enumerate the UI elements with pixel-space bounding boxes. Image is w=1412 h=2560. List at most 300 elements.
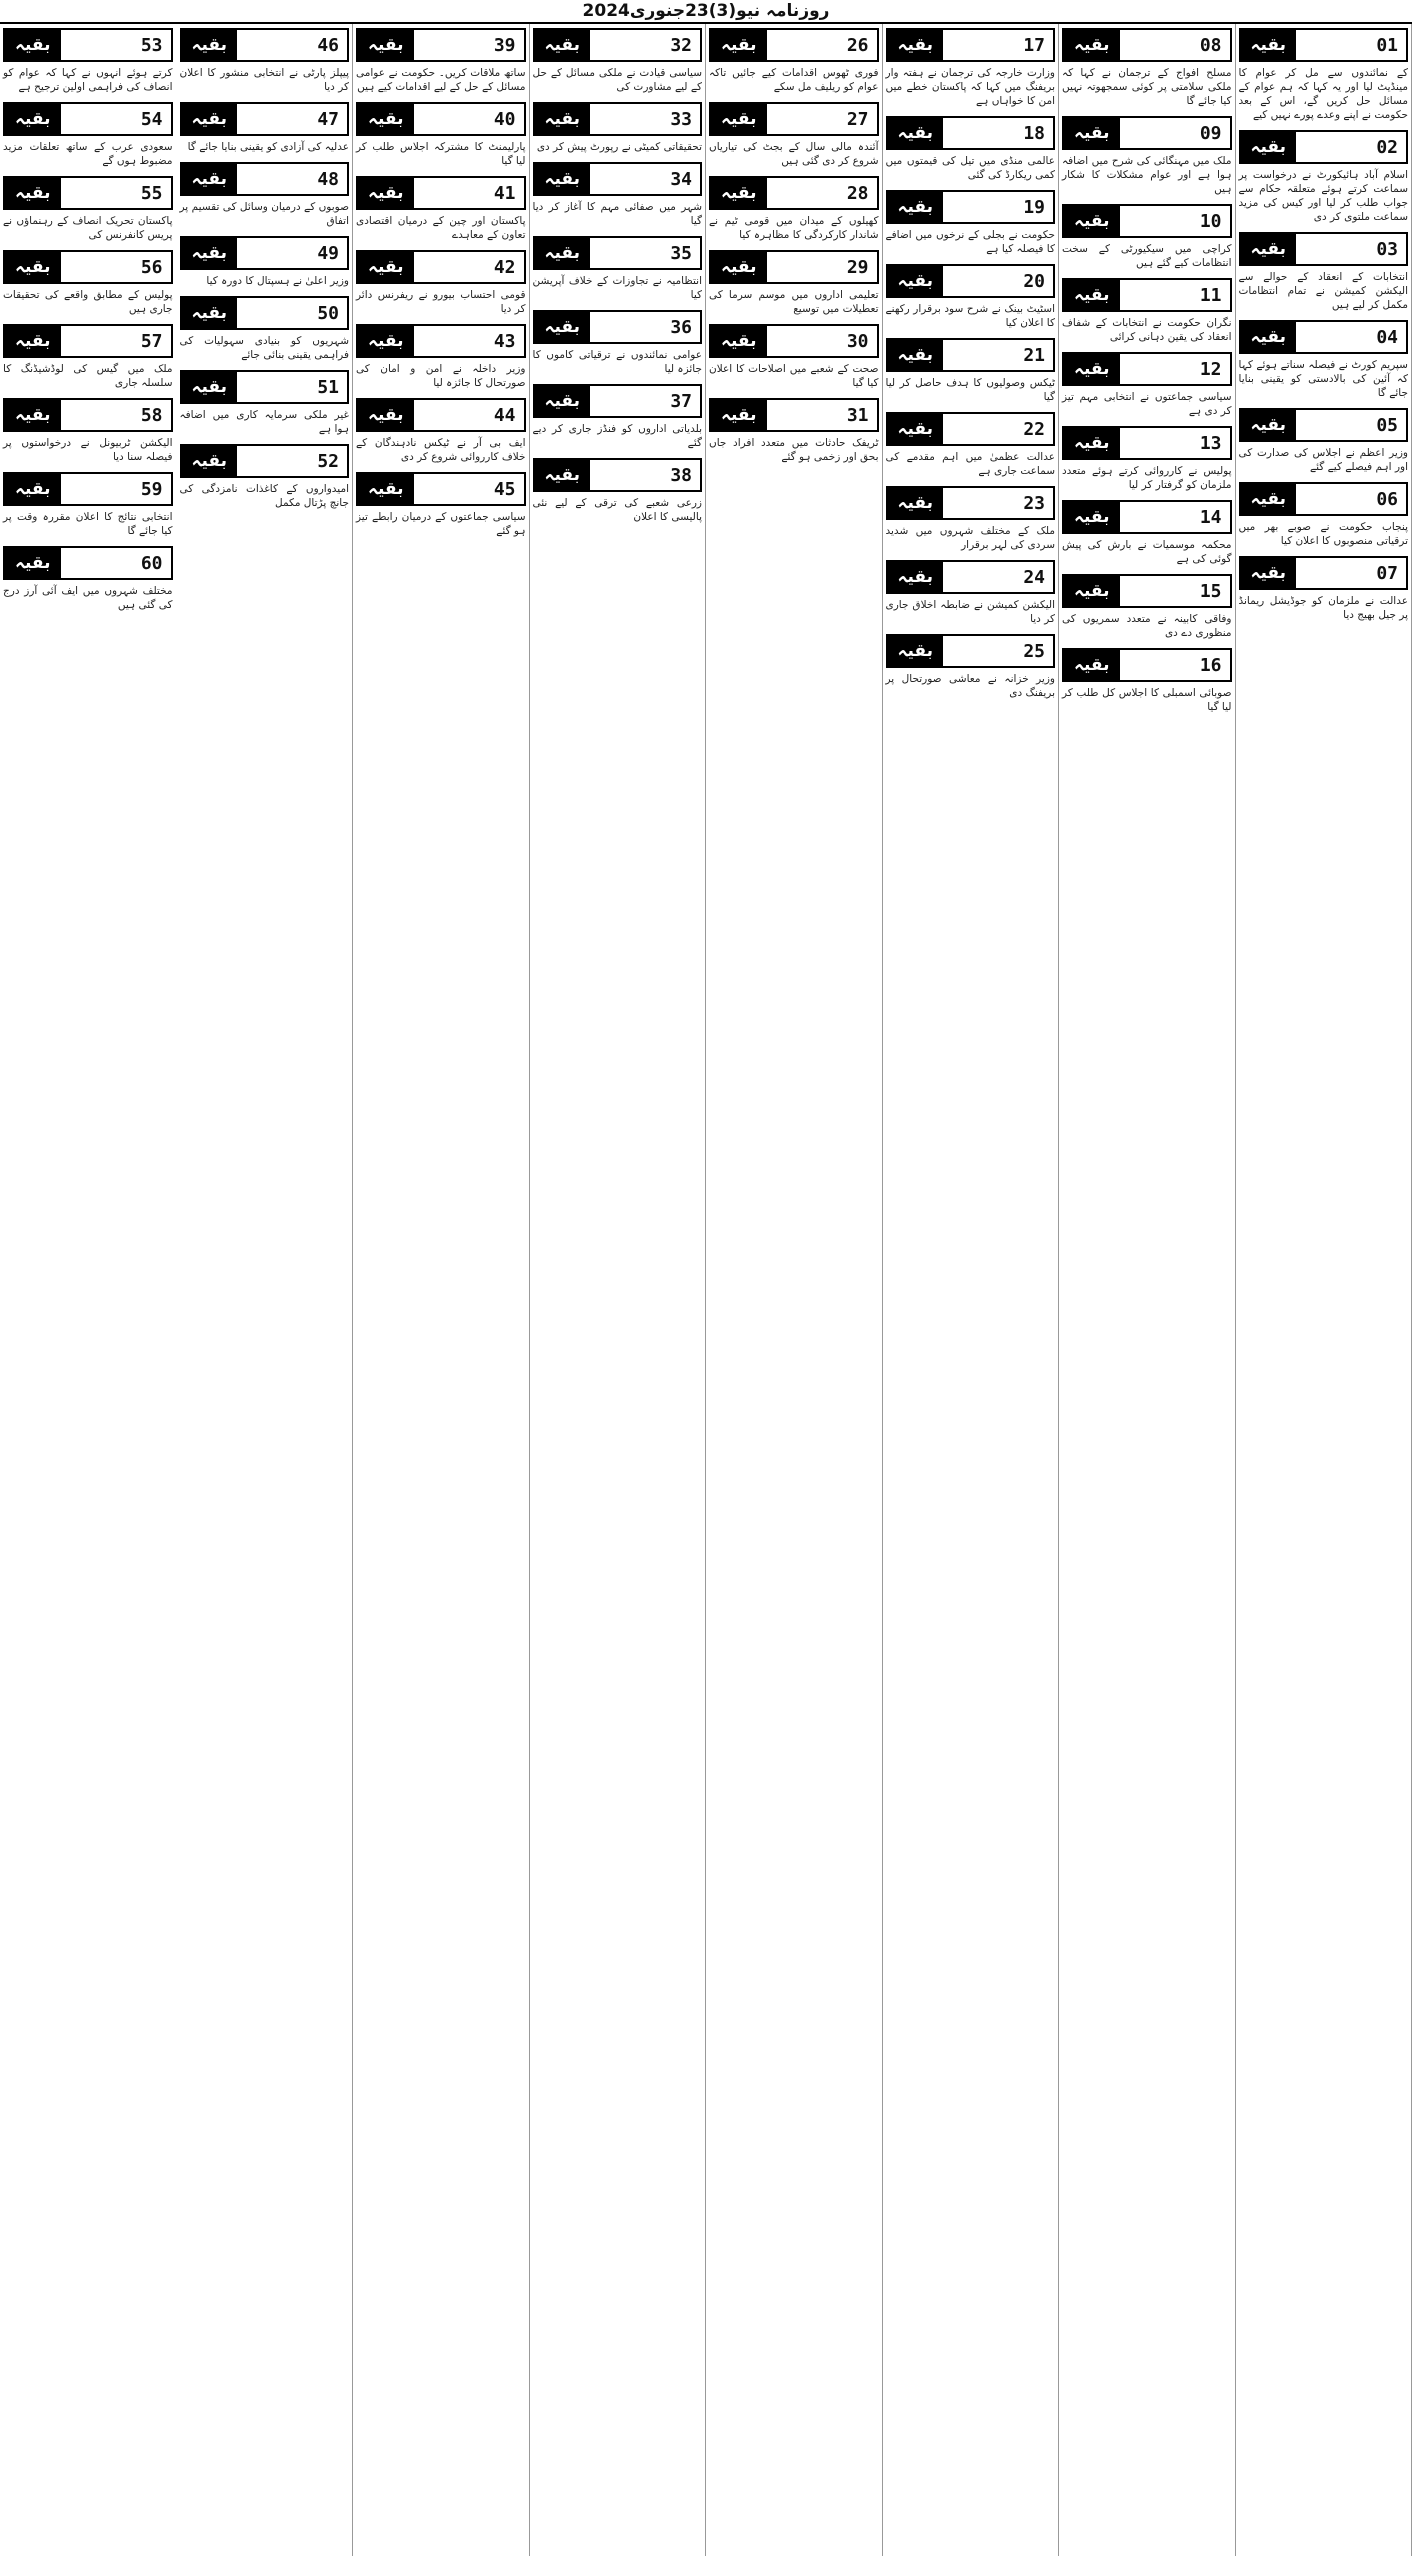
continuation-number: 44 bbox=[493, 404, 516, 426]
continuation-label: بقیہ bbox=[5, 548, 61, 578]
continuation-label: بقیہ bbox=[5, 30, 61, 60]
continuation-block bbox=[1239, 130, 1409, 224]
continuation-number: 29 bbox=[846, 256, 869, 278]
continuation-label: بقیہ bbox=[5, 474, 61, 504]
continuation-tag bbox=[709, 102, 879, 136]
article-text: ساتھ ملاقات کریں۔ حکومت نے عوامی مسائل کے حل کے لیے اقدامات کیے ہیں bbox=[356, 67, 526, 93]
article-text: نگران حکومت نے انتخابات کے شفاف انعقاد کی یقین دہانی کرائی bbox=[1062, 317, 1232, 343]
continuation-label: بقیہ bbox=[888, 30, 944, 60]
news-column bbox=[0, 24, 176, 2556]
article-text: ملک میں گیس کی لوڈشیڈنگ کا سلسلہ جاری bbox=[3, 363, 173, 389]
article-text: سعودی عرب کے ساتھ تعلقات مزید مضبوط ہوں گے bbox=[3, 141, 173, 167]
continuation-number: 33 bbox=[670, 108, 692, 130]
continuation-tag bbox=[3, 176, 173, 210]
continuation-label: بقیہ bbox=[1064, 280, 1120, 310]
continuation-number: 55 bbox=[140, 182, 163, 204]
continuation-block bbox=[886, 116, 1056, 182]
continuation-number: 13 bbox=[1199, 432, 1222, 454]
article-text: ٹریفک حادثات میں متعدد افراد جاں بحق اور زخمی ہو گئے bbox=[709, 437, 879, 463]
continuation-tag bbox=[709, 28, 879, 62]
continuation-label: بقیہ bbox=[1241, 558, 1297, 588]
continuation-label: بقیہ bbox=[888, 636, 944, 666]
continuation-number: 19 bbox=[1023, 196, 1045, 218]
continuation-tag bbox=[1062, 116, 1232, 150]
continuation-tag bbox=[1239, 482, 1409, 516]
continuation-tag bbox=[1239, 232, 1409, 266]
continuation-number: 56 bbox=[140, 256, 163, 278]
article-text: اسلام آباد ہائیکورٹ نے درخواست پر سماعت کرتے ہوئے متعلقہ حکام سے جواب طلب کر لیا اور کیس کی مزید سماعت ملتوی کر دی bbox=[1238, 169, 1408, 223]
continuation-block bbox=[1239, 482, 1409, 548]
article-text: وزارت خارجہ کی ترجمان نے ہفتہ وار بریفنگ میں کہا کہ پاکستان خطے میں امن کا خواہاں ہے bbox=[885, 67, 1055, 107]
continuation-number: 38 bbox=[670, 464, 692, 486]
article-text: الیکشن کمیشن نے ضابطہ اخلاق جاری کر دیا bbox=[885, 599, 1055, 625]
continuation-block bbox=[3, 176, 173, 242]
article-text: سیاسی قیادت نے ملکی مسائل کے حل کے لیے مشاورت کی bbox=[532, 67, 702, 93]
news-column bbox=[353, 24, 530, 2556]
continuation-block bbox=[709, 28, 879, 94]
continuation-label: بقیہ bbox=[358, 326, 414, 356]
continuation-number: 12 bbox=[1199, 358, 1222, 380]
continuation-tag bbox=[356, 398, 526, 432]
continuation-label: بقیہ bbox=[888, 118, 944, 148]
article-text: وزیر داخلہ نے امن و امان کی صورتحال کا جائزہ لیا bbox=[356, 363, 526, 389]
continuation-tag bbox=[533, 458, 703, 492]
article-text: فوری ٹھوس اقدامات کیے جائیں تاکہ عوام کو ریلیف مل سکے bbox=[709, 67, 879, 93]
article-text: وزیر خزانہ نے معاشی صورتحال پر بریفنگ دی bbox=[885, 673, 1055, 699]
article-text: پاکستان تحریک انصاف کے رہنماؤں نے پریس کانفرنس کی bbox=[3, 215, 173, 241]
continuation-block bbox=[3, 250, 173, 316]
article-text: عدلیہ کی آزادی کو یقینی بنایا جائے گا bbox=[187, 141, 349, 153]
article-text: ملک کے مختلف شہروں میں شدید سردی کی لہر برقرار bbox=[885, 525, 1055, 551]
article-text: انتخابات کے انعقاد کے حوالے سے الیکشن کمیشن نے تمام انتظامات مکمل کر لیے ہیں bbox=[1238, 271, 1408, 311]
news-column bbox=[883, 24, 1060, 2556]
continuation-tag bbox=[1062, 278, 1232, 312]
continuation-label: بقیہ bbox=[1241, 132, 1297, 162]
continuation-label: بقیہ bbox=[358, 474, 414, 504]
continuation-block bbox=[709, 176, 879, 242]
continuation-label: بقیہ bbox=[1241, 410, 1297, 440]
continuation-tag bbox=[1062, 574, 1232, 608]
continuation-tag bbox=[886, 634, 1056, 668]
news-column bbox=[530, 24, 707, 2556]
continuation-number: 46 bbox=[317, 34, 339, 56]
continuation-number: 17 bbox=[1023, 34, 1045, 56]
article-text: آئندہ مالی سال کے بجٹ کی تیاریاں شروع کر دی گئی ہیں bbox=[709, 141, 879, 167]
continuation-number: 54 bbox=[140, 108, 163, 130]
continuation-label: بقیہ bbox=[182, 298, 238, 328]
continuation-number: 27 bbox=[846, 108, 869, 130]
continuation-number: 59 bbox=[140, 478, 163, 500]
continuation-block bbox=[3, 28, 173, 94]
article-text: امیدواروں کے کاغذات نامزدگی کی جانچ پڑتال مکمل bbox=[179, 483, 349, 509]
continuation-block bbox=[709, 324, 879, 390]
continuation-number: 02 bbox=[1376, 136, 1398, 158]
continuation-number: 37 bbox=[670, 390, 692, 412]
continuation-block bbox=[3, 398, 173, 464]
continuation-label: بقیہ bbox=[1064, 428, 1120, 458]
continuation-tag bbox=[3, 324, 173, 358]
continuation-number: 11 bbox=[1199, 284, 1222, 306]
continuation-block bbox=[180, 236, 350, 288]
continuation-label: بقیہ bbox=[1064, 118, 1120, 148]
continuation-block bbox=[1062, 574, 1232, 640]
continuation-tag bbox=[3, 546, 173, 580]
continuation-number: 16 bbox=[1199, 654, 1222, 676]
continuation-tag bbox=[3, 250, 173, 284]
continuation-label: بقیہ bbox=[358, 30, 414, 60]
continuation-number: 06 bbox=[1376, 488, 1398, 510]
continuation-number: 36 bbox=[670, 316, 692, 338]
continuation-number: 32 bbox=[670, 34, 692, 56]
continuation-label: بقیہ bbox=[535, 460, 591, 490]
continuation-label: بقیہ bbox=[535, 312, 591, 342]
article-text: پولیس کے مطابق واقعے کی تحقیقات جاری ہیں bbox=[3, 289, 173, 315]
continuation-tag bbox=[1239, 130, 1409, 164]
continuation-number: 35 bbox=[670, 242, 692, 264]
continuation-number: 26 bbox=[846, 34, 869, 56]
continuation-label: بقیہ bbox=[182, 446, 238, 476]
continuation-number: 30 bbox=[846, 330, 869, 352]
continuation-tag bbox=[709, 398, 879, 432]
continuation-block bbox=[356, 176, 526, 242]
continuation-number: 60 bbox=[140, 552, 163, 574]
continuation-block bbox=[886, 190, 1056, 256]
article-text: ٹیکس وصولیوں کا ہدف حاصل کر لیا گیا bbox=[885, 377, 1055, 403]
continuation-number: 57 bbox=[140, 330, 163, 352]
continuation-block bbox=[3, 102, 173, 168]
continuation-block bbox=[3, 324, 173, 390]
continuation-label: بقیہ bbox=[1241, 322, 1297, 352]
continuation-label: بقیہ bbox=[888, 488, 944, 518]
continuation-block bbox=[533, 384, 703, 450]
continuation-tag bbox=[180, 102, 350, 136]
continuation-tag bbox=[533, 384, 703, 418]
continuation-label: بقیہ bbox=[5, 178, 61, 208]
continuation-number: 04 bbox=[1376, 326, 1398, 348]
article-text: زرعی شعبے کی ترقی کے لیے نئی پالیسی کا اعلان bbox=[532, 497, 702, 523]
continuation-block bbox=[180, 370, 350, 436]
article-text: پنجاب حکومت نے صوبے بھر میں ترقیاتی منصوبوں کا اعلان کیا bbox=[1238, 521, 1408, 547]
continuation-label: بقیہ bbox=[535, 386, 591, 416]
continuation-number: 31 bbox=[846, 404, 869, 426]
continuation-number: 14 bbox=[1199, 506, 1222, 528]
continuation-tag bbox=[886, 264, 1056, 298]
continuation-block bbox=[1062, 204, 1232, 270]
article-text: بلدیاتی اداروں کو فنڈز جاری کر دیے گئے bbox=[532, 423, 702, 449]
article-text: وفاقی کابینہ نے متعدد سمریوں کی منظوری دے دی bbox=[1062, 613, 1232, 639]
continuation-label: بقیہ bbox=[888, 562, 944, 592]
continuation-number: 21 bbox=[1023, 344, 1045, 366]
continuation-block bbox=[356, 102, 526, 168]
continuation-label: بقیہ bbox=[358, 400, 414, 430]
article-text: عدالت نے ملزمان کو جوڈیشل ریمانڈ پر جیل بھیج دیا bbox=[1238, 595, 1408, 621]
continuation-number: 47 bbox=[317, 108, 339, 130]
continuation-tag bbox=[886, 338, 1056, 372]
continuation-tag bbox=[886, 486, 1056, 520]
continuation-block bbox=[356, 28, 526, 94]
continuation-block bbox=[533, 28, 703, 94]
continuation-block bbox=[180, 444, 350, 510]
continuation-label: بقیہ bbox=[888, 266, 944, 296]
continuation-tag bbox=[1239, 28, 1409, 62]
article-text: غیر ملکی سرمایہ کاری میں اضافہ ہوا ہے bbox=[179, 409, 349, 435]
continuation-tag bbox=[356, 472, 526, 506]
continuation-number: 49 bbox=[317, 242, 339, 264]
continuation-number: 07 bbox=[1376, 562, 1398, 584]
continuation-number: 01 bbox=[1376, 34, 1398, 56]
continuation-label: بقیہ bbox=[1241, 484, 1297, 514]
continuation-block bbox=[886, 634, 1056, 700]
continuation-tag bbox=[180, 370, 350, 404]
article-text: تحقیقاتی کمیٹی نے رپورٹ پیش کر دی bbox=[536, 141, 702, 153]
article-text: انتخابی نتائج کا اعلان مقررہ وقت پر کیا جائے گا bbox=[3, 511, 173, 537]
continuation-tag bbox=[3, 398, 173, 432]
continuation-label: بقیہ bbox=[1241, 30, 1297, 60]
continuation-block bbox=[180, 296, 350, 362]
article-text: عوامی نمائندوں نے ترقیاتی کاموں کا جائزہ لیا bbox=[532, 349, 702, 375]
continuation-tag bbox=[356, 28, 526, 62]
article-text: صوبائی اسمبلی کا اجلاس کل طلب کر لیا گیا bbox=[1062, 687, 1232, 713]
continuation-tag bbox=[886, 190, 1056, 224]
continuation-tag bbox=[1062, 426, 1232, 460]
article-text: محکمہ موسمیات نے بارش کی پیش گوئی کی ہے bbox=[1062, 539, 1232, 565]
continuation-tag bbox=[533, 236, 703, 270]
continuation-number: 50 bbox=[317, 302, 339, 324]
continuation-tag bbox=[1062, 648, 1232, 682]
continuation-label: بقیہ bbox=[5, 400, 61, 430]
article-text: سیاسی جماعتوں نے انتخابی مہم تیز کر دی ہے bbox=[1062, 391, 1232, 417]
continuation-block bbox=[886, 486, 1056, 552]
article-text: تعلیمی اداروں میں موسم سرما کی تعطیلات میں توسیع bbox=[709, 289, 879, 315]
continuation-block bbox=[180, 102, 350, 154]
article-text: صحت کے شعبے میں اصلاحات کا اعلان کیا گیا bbox=[709, 363, 879, 389]
continuation-number: 18 bbox=[1023, 122, 1045, 144]
continuation-number: 34 bbox=[670, 168, 692, 190]
article-text: مختلف شہروں میں ایف آئی آرز درج کی گئی ہیں bbox=[3, 585, 173, 611]
continuation-tag bbox=[3, 28, 173, 62]
continuation-block bbox=[1062, 352, 1232, 418]
continuation-number: 52 bbox=[317, 450, 339, 472]
continuation-tag bbox=[1062, 204, 1232, 238]
article-text: سپریم کورٹ نے فیصلہ سناتے ہوئے کہا کہ آئین کی بالادستی کو یقینی بنایا جائے گا bbox=[1238, 359, 1408, 399]
article-text: وزیر اعظم نے اجلاس کی صدارت کی اور اہم فیصلے کیے گئے bbox=[1238, 447, 1408, 473]
article-text: شہریوں کو بنیادی سہولیات کی فراہمی یقینی بنائی جائے bbox=[179, 335, 349, 361]
article-text: پاکستان اور چین کے درمیان اقتصادی تعاون کے معاہدے bbox=[356, 215, 526, 241]
continuation-number: 24 bbox=[1023, 566, 1045, 588]
continuation-label: بقیہ bbox=[358, 252, 414, 282]
continuation-label: بقیہ bbox=[1064, 650, 1120, 680]
continuation-tag bbox=[180, 444, 350, 478]
continuation-number: 58 bbox=[140, 404, 163, 426]
article-text: ایف بی آر نے ٹیکس نادہندگان کے خلاف کارروائی شروع کر دی bbox=[356, 437, 526, 463]
continuation-block bbox=[886, 412, 1056, 478]
continuation-label: بقیہ bbox=[5, 252, 61, 282]
continuation-block bbox=[886, 338, 1056, 404]
continuation-label: بقیہ bbox=[182, 30, 238, 60]
article-text: وزیر اعلیٰ نے ہسپتال کا دورہ کیا bbox=[206, 275, 349, 287]
continuation-label: بقیہ bbox=[888, 340, 944, 370]
continuation-number: 53 bbox=[140, 34, 163, 56]
continuation-tag bbox=[533, 310, 703, 344]
continuation-number: 23 bbox=[1023, 492, 1045, 514]
continuation-number: 39 bbox=[493, 34, 516, 56]
continuation-number: 42 bbox=[493, 256, 516, 278]
news-column bbox=[1059, 24, 1236, 2556]
continuation-block bbox=[886, 560, 1056, 626]
continuation-block bbox=[1062, 648, 1232, 714]
continuation-number: 40 bbox=[493, 108, 516, 130]
continuation-tag bbox=[1239, 320, 1409, 354]
continuation-block bbox=[1239, 320, 1409, 400]
continuation-label: بقیہ bbox=[711, 252, 767, 282]
article-text: کے نمائندوں سے مل کر عوام کا مینڈیٹ لیا اور یہ کہا کہ ہم عوام کے مسائل حل کریں گے، اس کے بعد حکومت نے اپنے وعدے پورے نہیں کیے bbox=[1238, 67, 1408, 121]
article-text: پارلیمنٹ کا مشترکہ اجلاس طلب کر لیا گیا bbox=[356, 141, 526, 167]
continuation-block bbox=[533, 310, 703, 376]
continuation-label: بقیہ bbox=[711, 178, 767, 208]
continuation-tag bbox=[356, 176, 526, 210]
masthead-date: روزنامہ نیو(3)23جنوری2024 bbox=[0, 0, 1412, 24]
continuation-label: بقیہ bbox=[5, 104, 61, 134]
continuation-label: بقیہ bbox=[888, 414, 944, 444]
continuation-label: بقیہ bbox=[711, 30, 767, 60]
continuation-tag bbox=[533, 102, 703, 136]
continuation-tag bbox=[180, 236, 350, 270]
article-text: صوبوں کے درمیان وسائل کی تقسیم پر اتفاق bbox=[179, 201, 349, 227]
continuation-number: 22 bbox=[1023, 418, 1045, 440]
continuation-number: 51 bbox=[317, 376, 339, 398]
article-text: شہر میں صفائی مہم کا آغاز کر دیا گیا bbox=[532, 201, 702, 227]
continuation-tag bbox=[886, 560, 1056, 594]
continuation-block bbox=[1062, 28, 1232, 108]
continuation-block bbox=[709, 102, 879, 168]
continuation-block bbox=[1062, 426, 1232, 492]
article-text: اسٹیٹ بینک نے شرح سود برقرار رکھنے کا اعلان کیا bbox=[885, 303, 1055, 329]
continuation-number: 20 bbox=[1023, 270, 1045, 292]
continuation-block bbox=[1239, 556, 1409, 622]
article-text: سیاسی جماعتوں کے درمیان رابطے تیز ہو گئے bbox=[356, 511, 526, 537]
continuation-label: بقیہ bbox=[711, 104, 767, 134]
continuation-number: 48 bbox=[317, 168, 339, 190]
continuation-block bbox=[886, 28, 1056, 108]
article-text: انتظامیہ نے تجاوزات کے خلاف آپریشن کیا bbox=[532, 275, 702, 301]
continuation-block bbox=[533, 102, 703, 154]
continuation-tag bbox=[356, 250, 526, 284]
continuation-block bbox=[533, 162, 703, 228]
continuation-label: بقیہ bbox=[711, 326, 767, 356]
continuation-tag bbox=[886, 116, 1056, 150]
continuation-block bbox=[709, 250, 879, 316]
continuation-block bbox=[180, 28, 350, 94]
news-column bbox=[706, 24, 883, 2556]
continuation-label: بقیہ bbox=[888, 192, 944, 222]
continuation-label: بقیہ bbox=[1064, 206, 1120, 236]
continuation-number: 25 bbox=[1023, 640, 1045, 662]
continuation-block bbox=[356, 250, 526, 316]
continuation-tag bbox=[886, 412, 1056, 446]
continuation-label: بقیہ bbox=[535, 30, 591, 60]
continuation-block bbox=[356, 324, 526, 390]
continuation-label: بقیہ bbox=[1241, 234, 1297, 264]
continuation-tag bbox=[356, 102, 526, 136]
continuation-number: 05 bbox=[1376, 414, 1398, 436]
continuation-label: بقیہ bbox=[1064, 502, 1120, 532]
continuation-tag bbox=[1239, 556, 1409, 590]
article-text: عالمی منڈی میں تیل کی قیمتوں میں کمی ریکارڈ کی گئی bbox=[885, 155, 1055, 181]
article-text: عدالت عظمیٰ میں اہم مقدمے کی سماعت جاری ہے bbox=[885, 451, 1055, 477]
continuation-number: 03 bbox=[1376, 238, 1398, 260]
news-column bbox=[177, 24, 354, 2556]
article-text: کھیلوں کے میدان میں قومی ٹیم نے شاندار کارکردگی کا مظاہرہ کیا bbox=[709, 215, 879, 241]
continuation-block bbox=[180, 162, 350, 228]
continuation-tag bbox=[3, 472, 173, 506]
continuation-block bbox=[709, 398, 879, 464]
continuation-label: بقیہ bbox=[358, 178, 414, 208]
article-text: پیپلز پارٹی نے انتخابی منشور کا اعلان کر دیا bbox=[179, 67, 349, 93]
article-text: ملک میں مہنگائی کی شرح میں اضافہ ہوا ہے اور عوام مشکلات کا شکار ہیں bbox=[1062, 155, 1232, 195]
continuation-label: بقیہ bbox=[5, 326, 61, 356]
continuation-tag bbox=[886, 28, 1056, 62]
continuation-tag bbox=[1239, 408, 1409, 442]
article-text: مسلح افواج کے ترجمان نے کہا کہ ملکی سلامتی پر کوئی سمجھوتہ نہیں کیا جائے گا bbox=[1062, 67, 1232, 107]
news-column bbox=[1236, 24, 1412, 2556]
continuation-number: 41 bbox=[493, 182, 516, 204]
continuation-number: 10 bbox=[1199, 210, 1222, 232]
continuation-number: 09 bbox=[1199, 122, 1222, 144]
continuation-label: بقیہ bbox=[182, 238, 238, 268]
continuation-number: 43 bbox=[493, 330, 516, 352]
continuation-label: بقیہ bbox=[1064, 30, 1120, 60]
continuation-block bbox=[1239, 232, 1409, 312]
continuation-block bbox=[3, 546, 173, 612]
continuation-tag bbox=[1062, 352, 1232, 386]
continuation-label: بقیہ bbox=[182, 104, 238, 134]
continuation-label: بقیہ bbox=[1064, 354, 1120, 384]
continuation-number: 15 bbox=[1199, 580, 1222, 602]
continuation-block bbox=[1239, 28, 1409, 122]
continuation-tag bbox=[1062, 28, 1232, 62]
continuation-label: بقیہ bbox=[535, 238, 591, 268]
continuation-label: بقیہ bbox=[711, 400, 767, 430]
continuation-block bbox=[886, 264, 1056, 330]
article-text: پولیس نے کارروائی کرتے ہوئے متعدد ملزمان کو گرفتار کر لیا bbox=[1062, 465, 1232, 491]
continuation-block bbox=[1239, 408, 1409, 474]
continuation-tag bbox=[3, 102, 173, 136]
continuation-block bbox=[356, 398, 526, 464]
continuation-tag bbox=[533, 162, 703, 196]
article-text: کرتے ہوئے انہوں نے کہا کہ عوام کو انصاف کی فراہمی اولین ترجیح ہے bbox=[3, 67, 173, 93]
continuation-label: بقیہ bbox=[535, 164, 591, 194]
continuation-tag bbox=[533, 28, 703, 62]
continuation-tag bbox=[180, 162, 350, 196]
continuation-number: 45 bbox=[493, 478, 516, 500]
continuation-label: بقیہ bbox=[182, 372, 238, 402]
continuation-tag bbox=[356, 324, 526, 358]
article-text: قومی احتساب بیورو نے ریفرنس دائر کر دیا bbox=[356, 289, 526, 315]
continuation-block bbox=[1062, 278, 1232, 344]
continuation-tag bbox=[1062, 500, 1232, 534]
continuation-number: 28 bbox=[846, 182, 869, 204]
continuation-block bbox=[533, 458, 703, 524]
continuation-tag bbox=[180, 296, 350, 330]
continuation-block bbox=[1062, 500, 1232, 566]
article-text: الیکشن ٹربیونل نے درخواستوں پر فیصلہ سنا دیا bbox=[3, 437, 173, 463]
continuation-tag bbox=[180, 28, 350, 62]
continuation-tag bbox=[709, 324, 879, 358]
article-text: حکومت نے بجلی کے نرخوں میں اضافے کا فیصلہ کیا ہے bbox=[885, 229, 1055, 255]
article-text: کراچی میں سیکیورٹی کے سخت انتظامات کیے گئے ہیں bbox=[1062, 243, 1232, 269]
continuation-block bbox=[3, 472, 173, 538]
continuation-number: 08 bbox=[1199, 34, 1222, 56]
